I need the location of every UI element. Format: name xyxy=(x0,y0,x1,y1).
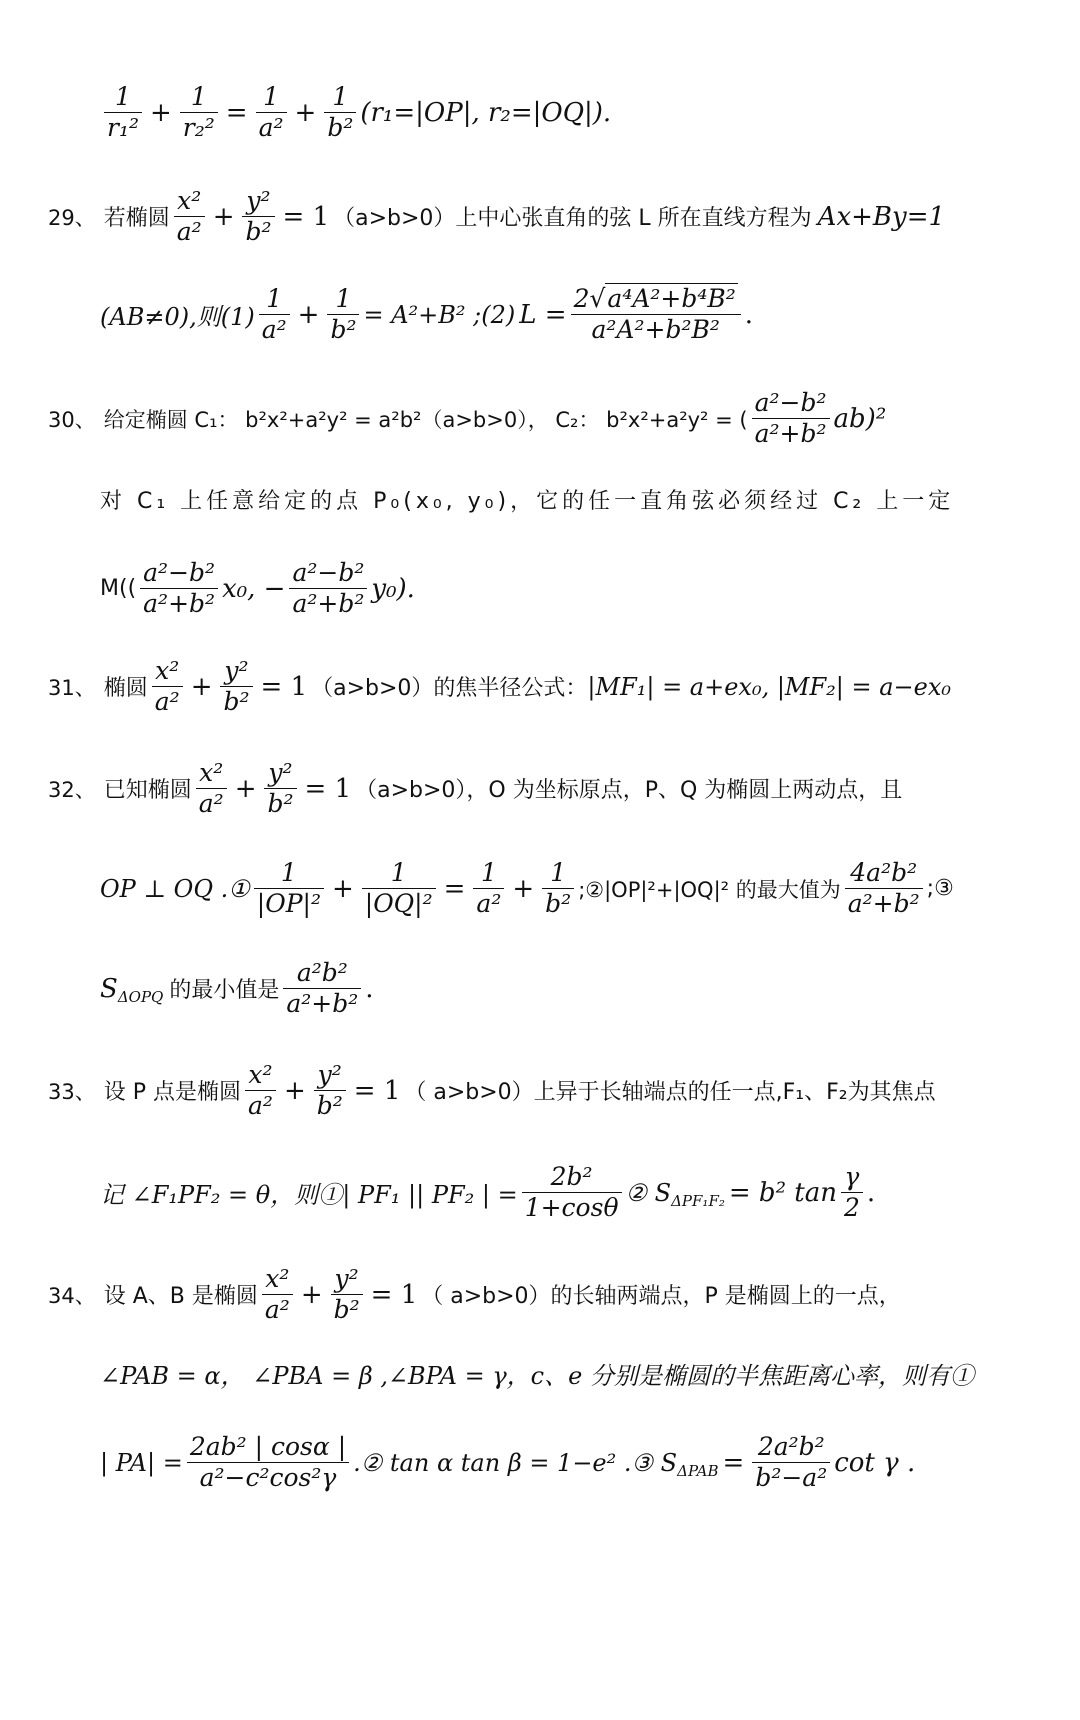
item-33-line-2: 记 ∠F₁PF₂ = θ，则①| PF₁ || PF₂ | = $\frac{\text{2b²}}{1+\cos\theta}$ ② S ΔPF₁F₂ = b² tan $\frac{\gamma}{2}$ . xyxy=(100,1162,876,1222)
formula-tail: (r₁=|OP|, r₂=|OQ|). xyxy=(360,97,612,128)
formula-continuation: $\frac{1}{\text{r₁²}}$ + $\frac{1}{\text{r₂²}}$ = $\frac{1}{\text{a²}}$ + $\frac{1}{\text{b²}}$ (r₁=|OP|, r₂=|OQ|). xyxy=(100,82,611,143)
item-30-line-2: 对 C₁ 上任意给定的点 P₀(x₀, y₀)，它的任一直角弦必须经过 C₂ 上一定 xyxy=(100,489,955,514)
item-29-line-1: 29、 若椭圆 $\frac{\text{x²}}{\text{a²}}$ + $\frac{\text{y²}}{\text{b²}}$ = 1 （a>b>0）上中心张直角的弦 L 所在直线方程为 Ax+By=1 xyxy=(48,186,946,246)
item-32-line-1: 32、 已知椭圆 $\frac{\text{x²}}{\text{a²}}$ + $\frac{\text{y²}}{\text{b²}}$ = 1 （a>b>0），O 为坐标原点，P、Q 为椭圆上两动点，且 xyxy=(48,758,903,818)
item-30-line-3: M(( $\frac{\text{a²−b²}}{\text{a²+b²}}$ x₀, − $\frac{\text{a²−b²}}{\text{a²+b²}}$ y₀). xyxy=(100,558,415,618)
item-31-line-1: 31、 椭圆 $\frac{\text{x²}}{\text{a²}}$ + $\frac{\text{y²}}{\text{b²}}$ = 1 （a>b>0）的焦半径公式： |MF₁| = a+ex₀, |MF₂| = a−ex₀ xyxy=(48,656,952,716)
item-30-line-1: 30、 给定椭圆 C₁： b²x²+a²y² = a²b²（a>b>0）， C₂： b²x²+a²y² = ( $\frac{\text{a²−b²}}{\text{a²+b²}}$ ab)² xyxy=(48,388,887,448)
item-34-line-1: 34、 设 A、B 是椭圆 $\frac{\text{x²}}{\text{a²}}$ + $\frac{\text{y²}}{\text{b²}}$ = 1 （ a>b>0）的长轴两端点，P 是椭圆上的一点， xyxy=(48,1264,901,1324)
item-32-line-3: S ΔOPQ 的最小值是 $\frac{\text{a²b²}}{\text{a²+b²}}$ . xyxy=(100,958,374,1018)
item-number: 29、 xyxy=(48,205,96,230)
item-33-line-1: 33、 设 P 点是椭圆 $\frac{\text{x²}}{\text{a²}}$ + $\frac{\text{y²}}{\text{b²}}$ = 1 （ a>b>0）上异于长轴端点的任一点,F₁、F₂为其焦点 xyxy=(48,1060,936,1120)
item-29-line-2: (AB≠0),则(1) $\frac{1}{\text{a²}}$ + $\frac{1}{\text{b²}}$ = A²+B² ;(2) L = $\frac{\text{2√a⁴A²+b⁴B²}}{\text{a²A²+b²B²}}$ . xyxy=(100,284,754,344)
item-32-line-2: OP ⊥ OQ .① $\frac{1}{\text{|OP|²}}$ + $\frac{1}{\text{|OQ|²}}$ = $\frac{1}{\text{a²}}$ + $\frac{1}{\text{b²}}$ ;②|OP|²+|OQ|² 的最大值为 $\frac{\text{4a²b²}}{\text{a²+b²}}$ ;③ xyxy=(100,858,954,918)
item-34-line-3: | PA| = $\frac{\text{2ab² | cosα |}}{\text{a²−c²cos²γ}}$ .② tan α tan β = 1−e² .③ S ΔPAB = $\frac{\text{2a²b²}}{\text{b²−a²}}$ cot γ . xyxy=(100,1432,916,1492)
item-34-line-2: ∠PAB = α， ∠PBA = β ,∠BPA = γ，c、e 分别是椭圆的半焦距离心率，则有① xyxy=(100,1362,974,1390)
